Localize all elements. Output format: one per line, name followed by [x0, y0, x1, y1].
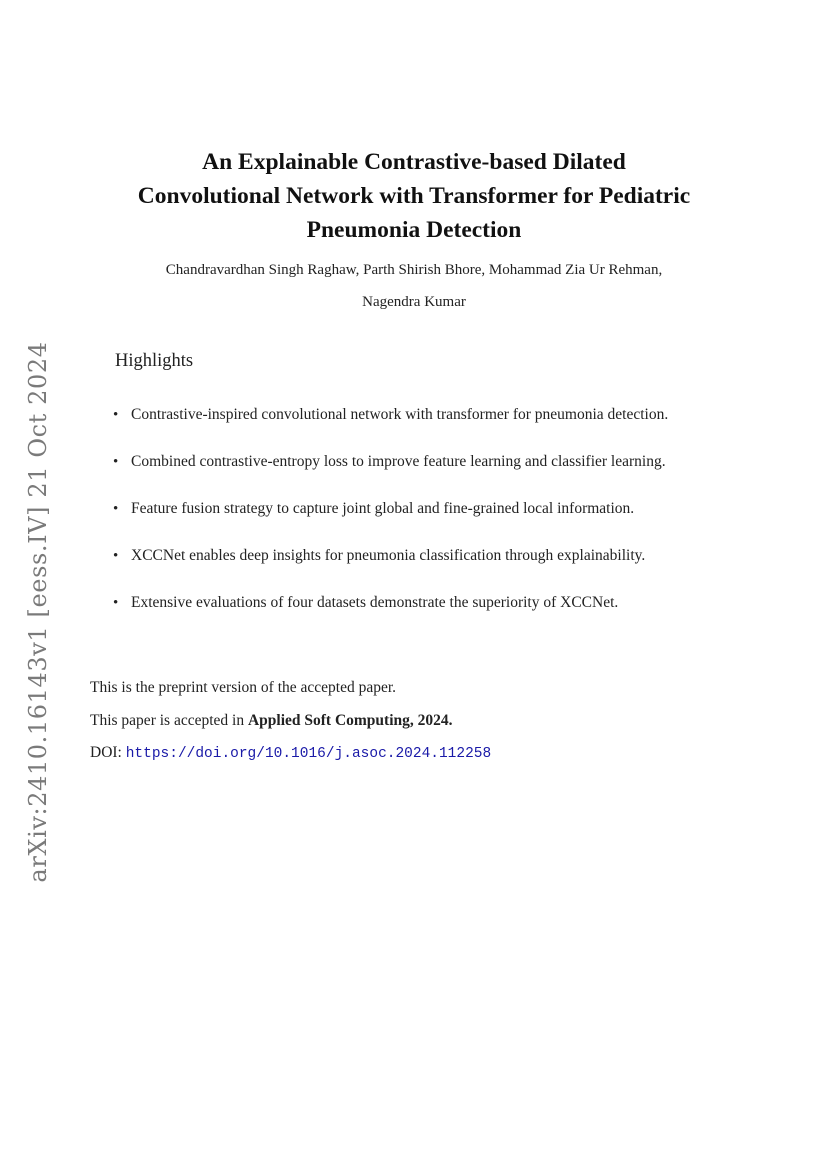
doi-link[interactable]: https://doi.org/10.1016/j.asoc.2024.112258: [125, 746, 492, 762]
doi-label: DOI:: [90, 744, 126, 761]
paper-title: [70, 145, 758, 247]
bullet-icon: •: [113, 407, 119, 423]
highlights-list: [113, 403, 773, 638]
authors-line: Chandravardhan Singh Raghaw, Parth Shirish Bhore, Mohammad Zia Ur Rehman,: [165, 262, 663, 278]
arxiv-identifier[interactable]: arXiv:2410.16143v1 [eess.IV] 21 Oct 2024: [24, 341, 52, 883]
highlight-text: Extensive evaluations of four datasets demonstrate the superiority of XCCNet.: [131, 594, 619, 611]
title-line: Pneumonia Detection: [306, 217, 522, 243]
author-list: [70, 254, 758, 318]
highlight-text: XCCNet enables deep insights for pneumonia classification through explainability.: [131, 547, 646, 564]
journal-name: Applied Soft Computing, 2024.: [247, 711, 453, 729]
bullet-icon: •: [113, 548, 119, 564]
highlight-item: [113, 497, 773, 544]
highlight-item: [113, 450, 773, 497]
publication-notes: [90, 676, 790, 774]
highlights-heading: Highlights: [115, 351, 194, 371]
highlight-text: Contrastive-inspired convolutional network with transformer for pneumonia detection.: [131, 406, 669, 423]
acceptance-note: [90, 709, 790, 742]
highlight-text: Combined contrastive-entropy loss to improve feature learning and classifier learning.: [131, 453, 666, 470]
acceptance-prefix: This paper is accepted in: [90, 711, 248, 729]
title-line: An Explainable Contrastive-based Dilated: [202, 149, 626, 175]
bullet-icon: •: [113, 501, 119, 517]
bullet-icon: •: [113, 454, 119, 470]
highlight-item: [113, 591, 773, 638]
preprint-note: This is the preprint version of the accepted paper.: [90, 679, 397, 696]
highlight-text: Feature fusion strategy to capture joint global and fine-grained local information.: [131, 500, 635, 517]
authors-line: Nagendra Kumar: [362, 294, 466, 310]
title-line: Convolutional Network with Transformer for Pediatric: [137, 183, 691, 209]
doi-line: [90, 741, 790, 774]
bullet-icon: •: [113, 595, 119, 611]
highlight-item: [113, 403, 773, 450]
highlight-item: [113, 544, 773, 591]
